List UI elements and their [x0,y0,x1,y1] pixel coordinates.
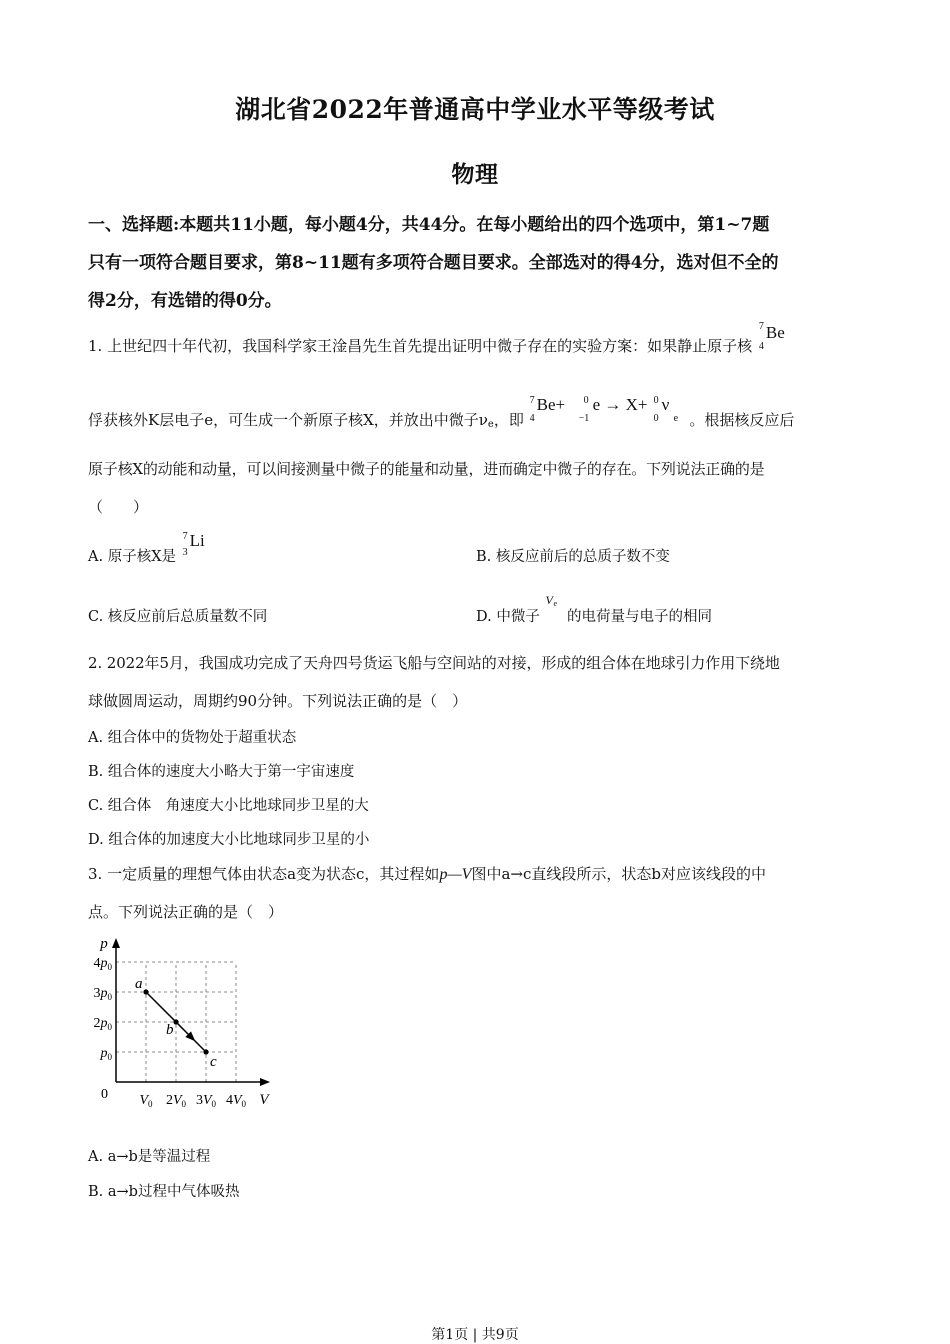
li-charge-number: 3 [182,547,188,558]
q1-option-a-text: A. 原子核X是 [88,549,177,565]
state-label-b: b [166,1022,174,1038]
x-axis-arrow [260,1078,270,1086]
eq-nu-charge: 0 [653,413,659,424]
q1-option-d [476,593,713,626]
q3-line-1-text-b: 图中a→c直线段所示，状态b对应该线段的中 [471,865,766,883]
li-symbol: Li [189,531,205,550]
q1-be-charge-number: 4 [758,341,764,352]
origin-label: 0 [101,1087,108,1102]
eq-nu-term: ν [661,395,670,414]
eq-be-term: Be+ [536,395,566,414]
subject-title: 物理 [451,161,499,188]
x-tick-label: $4V_0$ [225,1093,247,1109]
q1-option-d-text-b: 的电荷量与电子的相同 [567,609,713,625]
y-tick-label: $4p_0$ [93,956,112,972]
eq-nu-mass: 0 [653,395,659,406]
q1-line-3: 原子核X的动能和动量，可以间接测量中微子的能量和动量，进而确定中微子的存在。下列说法正确的是 [88,460,765,478]
q1-line-1-text: 1. 上世纪四十年代初，我国科学家王淦昌先生首先提出证明中微子存在的实验方案：如果静止原子核 [88,337,753,355]
q1-line-2-text-c: 。根据核反应后 [689,411,795,429]
exam-title: 湖北省2022年普通高中学业水平等级考试 [235,95,715,124]
q3-pv-label: p—V [439,866,472,883]
q1-answer-paren: （ ） [88,498,149,516]
state-point-b [173,1019,178,1024]
pv-axes [112,938,270,1086]
section-instructions-line-3: 得2分，有选错的得0分。 [88,291,282,311]
q1-option-d-text-a: D. 中微子 [476,609,540,625]
q1-line-2-text-a: 俘获核外K层电子e，可生成一个新原子核X，并放出中微子ν [88,411,488,429]
neutrino-v: V [545,593,553,607]
page-footer: 第1页 | 共9页 [431,1327,519,1343]
pv-labels [94,936,271,1109]
eq-e-term: e → X+ [592,395,648,414]
q2-option-a: A. 组合体中的货物处于超重状态 [88,730,297,746]
q3-line-1-text-a: 3. 一定质量的理想气体由状态a变为状态c，其过程如 [88,865,440,883]
q1-reaction-equation [529,395,685,429]
q1-neutrino-symbol [544,593,562,623]
section-instructions-line-1: 一、选择题:本题共11小题，每小题4分，共44分。在每小题给出的四个选项中，第1~7题 [88,215,770,235]
x-tick-label: $2V_0$ [165,1093,187,1109]
eq-be-mass: 7 [529,395,535,406]
q2-option-b: B. 组合体的速度大小略大于第一宇宙速度 [88,764,355,780]
state-label-a: a [135,976,143,992]
y-axis-arrow [112,938,120,948]
q1-nu-subscript: e [487,419,494,430]
q3-option-b: B. a→b过程中气体吸热 [88,1184,240,1200]
q3-option-a: A. a→b是等温过程 [88,1149,211,1165]
q1-line-2 [88,395,795,430]
state-point-a [143,989,148,994]
state-label-c: c [210,1054,217,1070]
q1-lithium-nuclide [181,531,207,563]
q1-line-2-text-b: ，即 [493,411,524,429]
x-tick-label: $V_0$ [139,1093,153,1109]
q2-line-1: 2. 2022年5月，我国成功完成了天舟四号货运飞船与空间站的对接，形成的组合体在地球引力作用下绕地 [88,654,780,672]
q2-line-2: 球做圆周运动，周期约90分钟。下列说法正确的是（ ） [88,692,468,710]
q1-be-symbol: Be [765,323,785,342]
pv-diagram [80,926,280,1116]
section-instructions-line-2: 只有一项符合题目要求，第8~11题有多项符合题目要求。全部选对的得4分，选对但不全的 [88,253,779,273]
q1-beryllium-nuclide [757,321,789,355]
q1-option-c: C. 核反应前后总质量数不同 [88,609,268,625]
eq-be-charge: 4 [529,413,535,424]
y-tick-label: $2p_0$ [93,1016,112,1032]
q1-option-a [88,531,207,566]
x-axis-label: V [259,1092,269,1108]
q3-line-2: 点。下列说法正确的是（ ） [88,903,284,921]
eq-e-charge: −1 [578,413,590,424]
eq-nu-subscript: e [673,413,679,424]
y-tick-label: $p_0$ [100,1046,112,1062]
y-tick-label: $3p_0$ [93,986,112,1002]
q2-option-d: D. 组合体的加速度大小比地球同步卫星的小 [88,832,370,848]
q2-option-c: C. 组合体 角速度大小比地球同步卫星的大 [88,798,369,814]
q1-be-mass-number: 7 [758,321,764,332]
x-tick-label: $3V_0$ [195,1093,217,1109]
q1-line-1 [88,321,789,356]
state-point-c [203,1049,208,1054]
li-mass-number: 7 [182,531,188,542]
q3-line-1 [88,863,766,884]
y-axis-label: p [100,936,108,952]
eq-e-mass: 0 [583,395,589,406]
neutrino-subscript: e [553,599,557,608]
q1-option-b: B. 核反应前后的总质子数不变 [476,549,670,565]
